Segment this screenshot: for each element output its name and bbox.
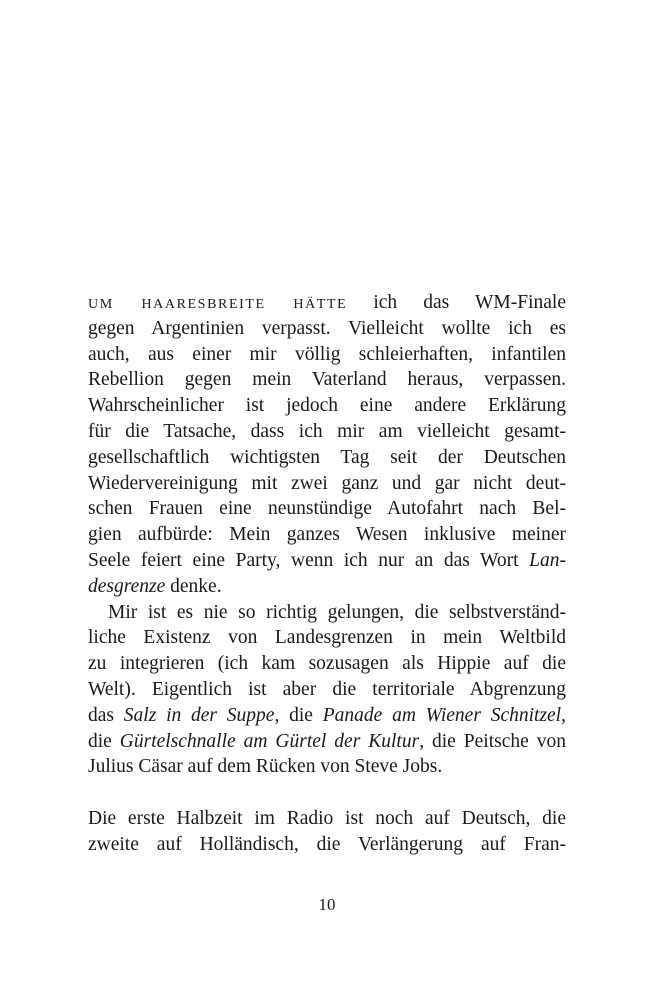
text-line: gegen Argentinien verpasst. Vielleicht wollte ich es [88, 317, 566, 339]
section-break [88, 780, 566, 806]
italic-phrase: Panade am Wiener Schnitzel [322, 704, 562, 726]
page-number: 10 [318, 895, 336, 914]
text-line: die Gürtelschnalle am Gürtel der Kultur, die Peitsche von [88, 730, 566, 752]
text-line: Wiedervereinigung mit zwei ganz und gar nicht deut- [88, 472, 566, 494]
italic-phrase: Salz in der Suppe [123, 704, 275, 726]
text-line: schen Frauen eine neunstündige Autofahrt nach Bel- [88, 498, 566, 520]
text-line: Die erste Halbzeit im Radio ist noch auf Deutsch, die [88, 807, 566, 829]
text-line: Rebellion gegen mein Vaterland heraus, verpassen. [88, 369, 566, 391]
body-text [88, 290, 566, 858]
italic-term: desgrenze [88, 575, 166, 597]
text-line: Julius Cäsar auf dem Rücken von Steve Jobs. [88, 756, 443, 778]
text-line: desgrenze denke. [88, 575, 222, 597]
text-line: Wahrscheinlicher ist jedoch eine andere Erklärung [88, 395, 566, 417]
text-line: das Salz in der Suppe, die Panade am Wiener Schnitzel, [88, 704, 566, 726]
text-line: zweite auf Holländisch, die Verlängerung auf Fran- [88, 833, 566, 855]
paragraph-3 [88, 806, 566, 858]
text-line: für die Tatsache, dass ich mir am vielleicht gesamt- [88, 420, 566, 442]
text-line: gien aufbürde: Mein ganzes Wesen inklusive meiner [88, 524, 566, 546]
small-caps-lead: um haaresbreite hätte [88, 292, 348, 313]
text-line: Seele feiert eine Party, wenn ich nur an das Wort Lan- [88, 549, 566, 571]
text-line: gesellschaftlich wichtigsten Tag seit der Deutschen [88, 446, 566, 468]
text-line: Welt). Eigentlich ist aber die territoriale Abgrenzung [88, 678, 566, 700]
text-line: auch, aus einer mir völlig schleierhaften, infantilen [88, 343, 566, 365]
text-line: um haaresbreite hätte ich das WM-Finale [88, 292, 566, 313]
paragraph-2 [88, 600, 566, 781]
italic-term: Lan- [529, 549, 566, 571]
text-line: zu integrieren (ich kam sozusagen als Hippie auf die [88, 653, 566, 675]
text-line: Mir ist es nie so richtig gelungen, die selbstverständ- [108, 601, 566, 623]
text-line: liche Existenz von Landesgrenzen in mein Weltbild [88, 627, 566, 649]
italic-phrase: Gürtelschnalle am Gürtel der Kultur [119, 730, 420, 752]
paragraph-1 [88, 290, 566, 600]
